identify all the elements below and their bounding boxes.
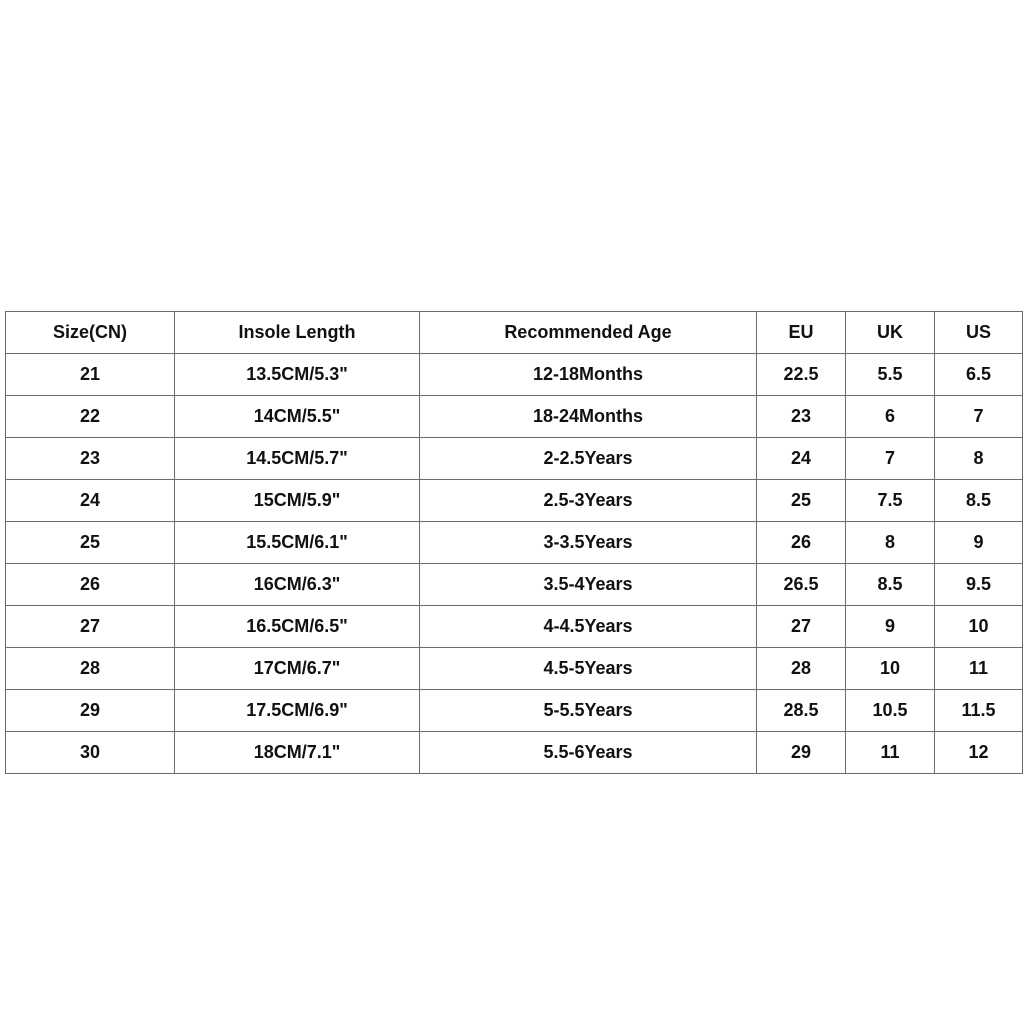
cell-us: 7: [935, 396, 1023, 438]
cell-uk: 10: [846, 648, 935, 690]
table-row: [6, 480, 1023, 522]
size-chart-table: [5, 311, 1023, 774]
cell-us: 8.5: [935, 480, 1023, 522]
cell-recommended-age: 2-2.5Years: [420, 438, 757, 480]
cell-uk: 7: [846, 438, 935, 480]
cell-uk: 10.5: [846, 690, 935, 732]
cell-insole-length: 13.5CM/5.3": [175, 354, 420, 396]
cell-insole-length: 16.5CM/6.5": [175, 606, 420, 648]
cell-eu: 23: [757, 396, 846, 438]
cell-size-cn: 22: [6, 396, 175, 438]
cell-eu: 28.5: [757, 690, 846, 732]
table-row: [6, 438, 1023, 480]
cell-size-cn: 30: [6, 732, 175, 774]
header-uk: UK: [846, 312, 935, 354]
table-header: [6, 312, 1023, 354]
cell-us: 11.5: [935, 690, 1023, 732]
cell-insole-length: 14.5CM/5.7": [175, 438, 420, 480]
cell-us: 6.5: [935, 354, 1023, 396]
header-recommended-age: Recommended Age: [420, 312, 757, 354]
cell-recommended-age: 3.5-4Years: [420, 564, 757, 606]
cell-recommended-age: 3-3.5Years: [420, 522, 757, 564]
header-us: US: [935, 312, 1023, 354]
table-row: [6, 690, 1023, 732]
table-row: [6, 564, 1023, 606]
cell-uk: 7.5: [846, 480, 935, 522]
table-body: [6, 354, 1023, 774]
cell-recommended-age: 18-24Months: [420, 396, 757, 438]
cell-us: 9: [935, 522, 1023, 564]
cell-us: 11: [935, 648, 1023, 690]
table-row: [6, 396, 1023, 438]
cell-insole-length: 15.5CM/6.1": [175, 522, 420, 564]
cell-size-cn: 27: [6, 606, 175, 648]
cell-insole-length: 15CM/5.9": [175, 480, 420, 522]
table-row: [6, 648, 1023, 690]
cell-size-cn: 28: [6, 648, 175, 690]
cell-eu: 29: [757, 732, 846, 774]
cell-uk: 8: [846, 522, 935, 564]
cell-recommended-age: 2.5-3Years: [420, 480, 757, 522]
cell-recommended-age: 12-18Months: [420, 354, 757, 396]
cell-us: 8: [935, 438, 1023, 480]
cell-size-cn: 29: [6, 690, 175, 732]
cell-recommended-age: 5-5.5Years: [420, 690, 757, 732]
cell-insole-length: 16CM/6.3": [175, 564, 420, 606]
cell-eu: 28: [757, 648, 846, 690]
header-eu: EU: [757, 312, 846, 354]
cell-insole-length: 17.5CM/6.9": [175, 690, 420, 732]
cell-insole-length: 18CM/7.1": [175, 732, 420, 774]
cell-eu: 22.5: [757, 354, 846, 396]
cell-uk: 8.5: [846, 564, 935, 606]
cell-eu: 26: [757, 522, 846, 564]
table-row: [6, 522, 1023, 564]
cell-size-cn: 25: [6, 522, 175, 564]
cell-recommended-age: 4.5-5Years: [420, 648, 757, 690]
cell-eu: 27: [757, 606, 846, 648]
cell-size-cn: 23: [6, 438, 175, 480]
cell-eu: 26.5: [757, 564, 846, 606]
cell-us: 10: [935, 606, 1023, 648]
header-size-cn: Size(CN): [6, 312, 175, 354]
table-row: [6, 606, 1023, 648]
cell-us: 9.5: [935, 564, 1023, 606]
table-row: [6, 732, 1023, 774]
table-row: [6, 354, 1023, 396]
cell-eu: 25: [757, 480, 846, 522]
cell-eu: 24: [757, 438, 846, 480]
cell-insole-length: 14CM/5.5": [175, 396, 420, 438]
cell-recommended-age: 5.5-6Years: [420, 732, 757, 774]
cell-uk: 9: [846, 606, 935, 648]
cell-size-cn: 26: [6, 564, 175, 606]
cell-uk: 11: [846, 732, 935, 774]
cell-size-cn: 24: [6, 480, 175, 522]
cell-size-cn: 21: [6, 354, 175, 396]
cell-uk: 5.5: [846, 354, 935, 396]
cell-insole-length: 17CM/6.7": [175, 648, 420, 690]
header-insole-length: Insole Length: [175, 312, 420, 354]
cell-recommended-age: 4-4.5Years: [420, 606, 757, 648]
cell-uk: 6: [846, 396, 935, 438]
cell-us: 12: [935, 732, 1023, 774]
header-row: [6, 312, 1023, 354]
